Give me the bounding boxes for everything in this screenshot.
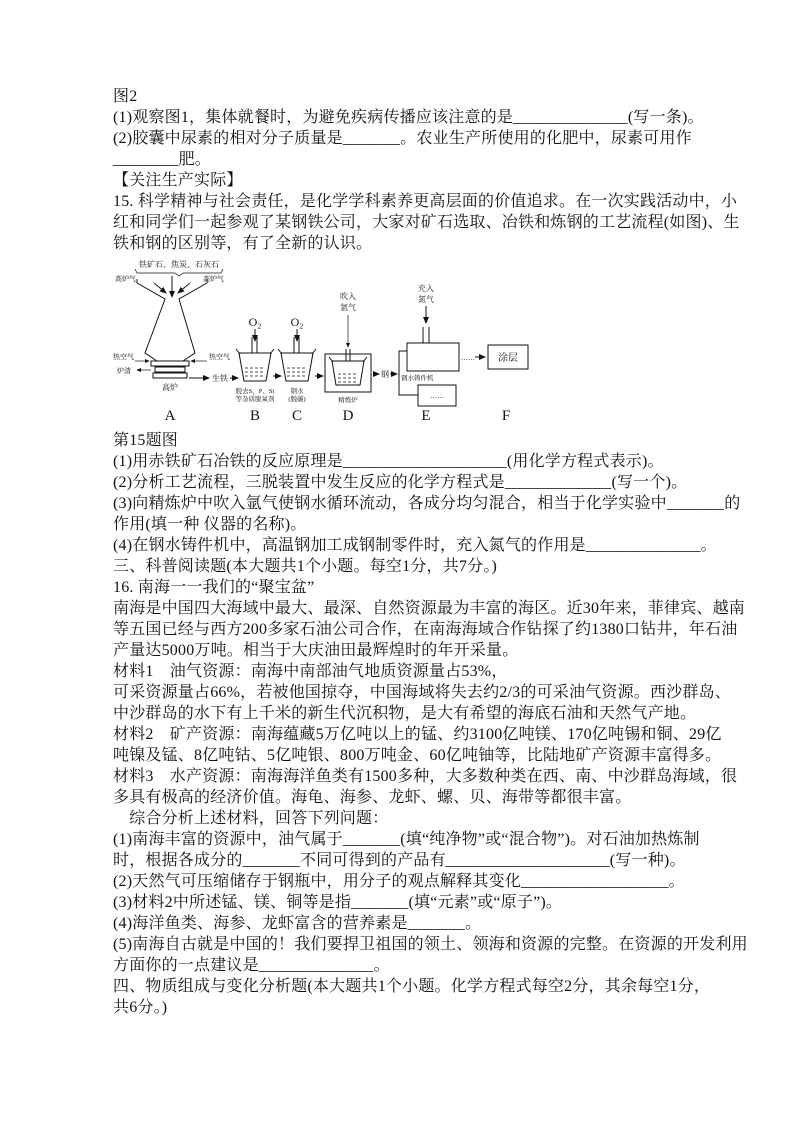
q16-title: 16. 南海一一我们的“聚宝盆” [113,579,315,596]
refining-furnace-icon [325,291,371,404]
figure2-caption: 图2 [113,88,138,105]
q15-sub4: (4)在钢水铸件机中，高温钢加工成钢制零件时，充入氮气的作用是______________。 [113,537,717,554]
q16-material1-line: 中沙群岛的水下有上千米的新生代沉积物，是大有希望的海底石油和天然气产地。 [113,705,697,722]
feed-arrow-right [178,283,190,293]
q16-sub3: (3)材料2中所述锰、镁、铜等是指_______(填“元素”或“原子”)。 [113,894,563,911]
q16-material2-line: 吨镍及锰、8亿吨钴、5亿吨银、800万吨金、60亿吨铀等，比陆地矿产资源丰富得多。 [113,747,722,764]
q15-sub3-line2: 作用(填一种 仪器的名称)。 [113,516,307,533]
steel-label: 钢 [381,370,389,379]
nitrogen-fill-label-2: 氮气 [418,295,434,304]
ladle-shape [281,353,313,381]
q16-sub1-line2: 时，根据各成分的_______不同可得到的产品有____________________(写一种)。 [113,852,686,869]
hearth-slab [155,367,185,372]
rim-line [270,349,274,354]
q15-stem-line: 红和同学们一起参观了某钢铁公司，大家对矿石选取、冶铁和炼钢的工艺流程(如图)、生 [113,214,740,231]
stage-letter-b: B [249,408,261,424]
ladle-shape [332,361,364,385]
stage-letter-e: E [421,408,431,424]
dots-label: …… [461,354,475,362]
furnace-left-wall [137,279,165,361]
furnace-gas-left-label: 高炉气 [115,275,136,283]
q15-stem-line: 铁和钢的区别等，有了全新的认识。 [113,235,373,252]
casting-machine-label: 钢水铸件机 [401,375,434,382]
feed-arrow-left [154,283,166,293]
coating-label: 涂层 [498,353,518,364]
q16-material2-line: 材料2 矿产资源：南海蕴藏5万亿吨以上的锰、约3100亿吨镁、170亿吨锡和铜、29亿 [113,726,722,743]
machine-box-2-text: …… [430,392,444,400]
q15-sub2: (2)分析工艺流程，三脱装置中发生反应的化学方程式是_____________(写一个)。 [113,474,688,491]
vessel-c-caption-1: 钢水 [290,388,304,395]
production-tag: 【关注生产实际】 [113,172,243,189]
blast-furnace-icon [113,259,230,392]
q16-prompt: 综合分析上述材料，回答下列问题： [113,810,389,827]
casting-machine-icon [399,283,459,406]
q16-material3-line: 材料3 水产资源：南海海洋鱼类有1500多种，大多数种类在西、南、中沙群岛海域，很 [113,768,738,785]
vessel-b-caption-2: 等杂质脱氧剂 [235,396,275,403]
q16-intro-line: 南海是中国四大海域中最大、最深、自然资源最为丰富的海区。近30年来，菲律宾、越南 [113,600,746,617]
hot-air-right-label: 热空气 [209,353,230,361]
section4-header-line: 共6分。) [113,999,168,1016]
section3-header: 三、科普阅读题(本大题共1个小题。每空1分，共7分。) [113,558,498,575]
o2-label: O₂ [290,315,304,329]
machine-box-1 [407,343,459,371]
steelmaking-flow-svg [113,257,688,429]
q15-sub3-line1: (3)向精炼炉中吹入氩气使钢水循环流动，各成分均匀混合，相当于化学实验中_______的 [113,495,741,512]
q16-sub5-line1: (5)南海自古就是中国的！我们要捍卫祖国的领土、领海和资源的完整。在资源的开发利用 [113,936,748,953]
q16-sub2: (2)天然气可压缩储存于钢瓶中，用分子的观点解释其变化__________________。 [113,873,685,890]
stage-letter-f: F [501,408,511,424]
exam-content [113,86,748,1018]
raw-materials-label: 铁矿石、焦炭、石灰石 [139,260,219,269]
pig-iron-label: 生铁 [212,374,228,383]
q15-sub1: (1)用赤铁矿石冶铁的反应原理是____________________(用化学方程式表示)。 [113,453,664,470]
stage-letter-a: A [164,408,176,424]
q14-part1: (1)观察图1，集体就餐时，为避免疾病传播应该注意的是______________(写一条)。 [113,109,704,126]
hearth-slab [151,361,189,366]
q14-part2-line1: (2)胶囊中尿素的相对分子质量是_______。农业生产所使用的化肥中，尿素可用作 [113,130,692,147]
argon-blow-label-2: 氩气 [340,303,356,312]
q14-part2-line2: ________肥。 [113,151,212,168]
q16-material1-line: 材料1 油气资源：南海中南部油气地质资源量占53%， [113,663,508,680]
vessel-c-icon [278,315,316,403]
o2-label: O₂ [248,315,262,329]
q16-sub4: (4)海洋鱼类、海参、龙虾富含的营养素是_______。 [113,915,482,932]
rim-line [312,349,316,354]
argon-blow-label-1: 吹入 [340,292,356,301]
hearth-slab [153,373,187,378]
furnace-gas-right-label: 高炉气 [203,275,224,283]
q16-material1-line: 可采资源量占66%，若被他国掠夺，中国海域将失去约2/3的可采油气资源。西沙群岛、 [113,684,731,701]
section4-header-line: 四、物质组成与变化分析题(本大题共1个小题。化学方程式每空2分，其余每空1分， [113,978,711,995]
stage-letter-d: D [342,408,354,424]
vessel-b-caption-1: 脱去S、P、Si [235,388,275,395]
ladle-shape [239,353,271,381]
q15-stem-line: 15. 科学精神与社会责任，是化学学科素养更高层面的价值追求。在一次实践活动中，小 [113,193,738,210]
q16-intro-line: 产量达5000万吨。相当于大庆油田最辉煌时的年开采量。 [113,642,519,659]
rim-line [236,349,240,354]
stage-letter-c: C [291,408,303,424]
q16-material3-line: 多具有极高的经济价值。海龟、海参、龙虾、螺、贝、海带等都很丰富。 [113,789,632,806]
rim-line [278,349,282,354]
q16-intro-line: 等五国已经与西方200多家石油公司合作，在南海海域合作钻探了约1380口钻井，年石油 [113,621,738,638]
q16-sub5-line2: 方面你的一点建议是______________。 [113,957,390,974]
furnace-label: 高炉 [162,383,178,392]
vessel-c-caption-2: (脱碳) [288,396,306,403]
nitrogen-fill-label-1: 充入 [418,284,434,293]
coating-box-icon [488,345,528,369]
process-flow-diagram [113,257,698,429]
hot-air-left-label: 热空气 [113,353,134,361]
vessel-b-icon [236,315,276,403]
q16-sub1-line1: (1)南海丰富的资源中，油气属于_______(填“纯净物”或“混合物”)。对石油加热炼制 [113,831,700,848]
q15-figure-caption: 第15题图 [113,432,179,449]
furnace-right-wall [179,279,207,361]
refining-furnace-label: 精炼炉 [338,397,358,404]
slag-label: 炉渣 [117,367,131,375]
